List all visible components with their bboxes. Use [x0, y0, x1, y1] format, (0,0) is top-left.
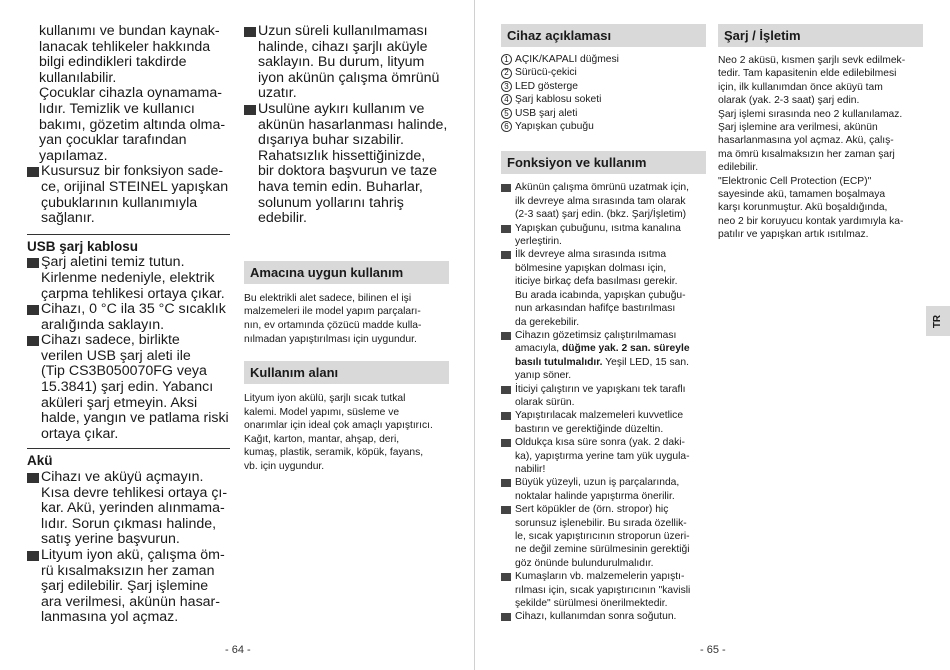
text-line: çubuklarının kullanımıyla: [41, 194, 198, 211]
text-line: edebilir.: [258, 210, 307, 227]
text-line: bilgi edindikleri takdirde: [39, 54, 187, 71]
text-line: bir doktora başvurun ve taze: [258, 163, 438, 180]
circled-number: 3: [501, 81, 512, 92]
text-line: [515, 342, 690, 355]
bullet-steinel: [27, 164, 230, 226]
section-rule: [27, 448, 230, 449]
cihaz-item-label: Yapışkan çubuğu: [515, 121, 594, 133]
text-line: ne değil zemine sürülmesinin gerektiği: [515, 544, 690, 556]
cihaz-item-label: AÇIK/KAPALI düğmesi: [515, 54, 619, 65]
bullet-square-icon: [501, 184, 511, 192]
text-line: Yapışkan çubuğunu, ısıtma kanalına: [515, 222, 681, 234]
bullet-usb-charger: [27, 333, 230, 442]
text-line: 15.3841) şarj edin. Yabancı: [41, 379, 214, 396]
text-span: amacıyla,: [515, 343, 562, 355]
text-line: [515, 356, 690, 369]
text-line: nun arkasından hafifçe bastırılması: [515, 303, 676, 315]
bullet-square-icon: [501, 412, 511, 420]
bullet-usb-clean: [27, 255, 230, 302]
text-line: aküleri şarj etmeyin. Aksi: [41, 394, 198, 411]
text-line: le, sıcak yapıştırıcının stroporun üzeri-: [515, 531, 690, 542]
text-line: bölmesine yapışkan dolması için,: [515, 262, 667, 274]
right-page-column-4: [718, 24, 923, 242]
text-line: onarımlar için ideal çok amaçlı yapıştırıcı.: [244, 420, 433, 432]
aku-heading: Akü: [27, 453, 53, 469]
text-line: sayesinde akü, tamamen boşalmaya: [718, 189, 886, 201]
cihaz-heading: Cihaz açıklaması: [501, 24, 706, 47]
left-page-column-2: [244, 24, 449, 474]
text-line: Cihazı, kullanımdan sonra soğutun.: [515, 611, 677, 623]
text-line: aralığında saklayın.: [41, 316, 165, 333]
bullet-usb-temperature: [27, 302, 230, 333]
text-line: "Elektronic Cell Protection (ECP)": [718, 175, 872, 187]
fonk-bullet: [501, 248, 706, 328]
bullet-square-icon: [501, 506, 511, 514]
text-line: akünün hasarlanması halinde,: [258, 116, 448, 133]
cihaz-list: [501, 53, 706, 133]
text-line: neo 2 bir koruyucu kontak yardımıyla ka-: [718, 215, 904, 227]
sarj-paragraph: [718, 54, 923, 242]
fonk-bullet: [501, 570, 706, 610]
text-line: hava temin edin. Buharlar,: [258, 178, 423, 195]
bullet-square-icon: [501, 439, 511, 447]
alan-heading: Kullanım alanı: [244, 361, 449, 384]
cihaz-item-label: LED gösterge: [515, 80, 578, 92]
text-line: nın, ev ortamında çözücü madde kulla-: [244, 319, 422, 331]
bullet-square-icon: [501, 479, 511, 487]
text-line: lıdır. Temizlik ve kullanıcı: [39, 100, 195, 117]
fonk-bullet: [501, 329, 706, 383]
right-page-column-3: [501, 24, 706, 624]
cihaz-item-label: Sürücü-çekici: [515, 67, 577, 79]
text-line: için, ilk kullanımdan önce aküyü tam: [718, 81, 883, 93]
text-line: noktalar halinde yapıştırma önerilir.: [515, 490, 675, 502]
page-divider: [474, 0, 475, 670]
text-line: Rahatsızlık hissettiğinizde,: [258, 147, 426, 164]
fonk-bullet: [501, 409, 706, 436]
text-line: Cihazı, 0 °C ila 35 °C sıcaklık: [41, 301, 226, 318]
bold-text: basılı tutulmalıdır.: [515, 356, 603, 368]
text-line: kalemi. Model yapımı, süsleme ve: [244, 406, 400, 418]
text-line: lanmasına yol açmaz.: [41, 609, 179, 626]
text-line: iticiye birkaç defa basılması gerekir.: [515, 276, 678, 288]
cihaz-item-label: Şarj kablosu soketi: [515, 94, 602, 106]
text-line: verilen USB şarj aleti ile: [41, 347, 191, 364]
text-line: Şarj işlemine ara verilmesi, akünün: [718, 122, 878, 134]
language-tab-label: TR: [932, 314, 944, 328]
text-line: Büyük yüzeyli, uzun iş parçalarında,: [515, 477, 680, 489]
text-line: olarak (yak. 2-3 saat) şarj edin.: [718, 95, 860, 107]
bullet-square-icon: [501, 613, 511, 621]
text-line: rü kısalmaksızın her zaman: [41, 562, 215, 579]
bullet-square-icon: [27, 305, 39, 315]
text-line: Lityum iyon akü, çalışma öm-: [41, 547, 225, 563]
text-line: malzemeleri ile model yapım parçaları-: [244, 306, 421, 318]
text-line: halinde, cihazı şarjlı aküyle: [258, 38, 428, 55]
text-line: saklayın. Bu durum, lityum: [258, 54, 425, 71]
text-line: ce, orijinal STEINEL yapışkan: [41, 178, 229, 195]
bullet-square-icon: [27, 167, 39, 177]
text-line: uzatır.: [258, 85, 297, 102]
text-line: rılması için, sıcak yapıştırıcının "kavisli: [515, 584, 691, 596]
text-line: kar. Akü, yerinden alınmama-: [41, 500, 225, 517]
text-line: edilebilir.: [718, 162, 759, 174]
bullet-square-icon: [27, 473, 39, 483]
bullet-square-icon: [501, 225, 511, 233]
text-line: Yapıştırılacak malzemeleri kuvvetlice: [515, 410, 684, 422]
text-line: Şarj aletini temiz tutun.: [41, 254, 185, 271]
text-line: satış yerine başvurun.: [41, 531, 180, 548]
circled-number: 2: [501, 68, 512, 79]
fonk-bullet: [501, 181, 706, 221]
usb-heading: USB şarj kablosu: [27, 238, 139, 254]
bullet-square-icon: [244, 105, 256, 115]
text-line: nılmadan yapıştırılması için uygundur.: [244, 333, 417, 345]
text-line: Neo 2 aküsü, kısmen şarjlı sevk edilmek-: [718, 55, 906, 66]
text-line: Sert köpükler de (örn. stropor) hiç: [515, 504, 669, 516]
cihaz-item: [501, 93, 706, 106]
text-span: Yeşil LED, 15 san.: [602, 356, 689, 368]
bullet-square-icon: [501, 573, 511, 581]
text-line: sağlanır.: [41, 210, 95, 227]
text-line: kullanımı ve bundan kaynak-: [39, 23, 220, 39]
text-line: olarak sürün.: [515, 396, 575, 408]
fonk-bullet: [501, 476, 706, 503]
text-line: Oldukça kısa süre sonra (yak. 2 daki-: [515, 437, 685, 449]
fonk-bullet: [501, 383, 706, 410]
text-line: nabilir!: [515, 463, 546, 475]
cihaz-item: [501, 66, 706, 79]
page-number-left: - 64 -: [225, 644, 251, 656]
fonk-bullet: [501, 436, 706, 476]
bullet-square-icon: [501, 386, 511, 394]
fonk-bullet: [501, 222, 706, 249]
bullet-square-icon: [27, 336, 39, 346]
text-line: İticiyi çalıştırın ve yapışkanı tek taraflı: [515, 383, 686, 395]
fonk-list: [501, 181, 706, 623]
bullet-storage: [244, 24, 449, 102]
text-line: kullanılabilir.: [39, 69, 117, 86]
text-line: kumaş, plastik, seramik, köpük, fayans,: [244, 447, 424, 459]
text-line: yapılamaz.: [39, 147, 108, 164]
cihaz-item: [501, 53, 706, 66]
text-line: vb. için uygundur.: [244, 461, 325, 473]
text-line: yerleştirin.: [515, 236, 562, 248]
text-line: Kirlenme nedeniyle, elektrik: [41, 269, 215, 286]
text-line: (2-3 saat) şarj edin. (bkz. Şarj/İşletim): [515, 209, 687, 221]
text-line: ka), yapıştırma yerine tam yük uygula-: [515, 450, 690, 462]
text-line: halde, yangın ve patlama riski: [41, 410, 229, 427]
text-line: Cihazın gözetimsiz çalıştırılmaması: [515, 329, 677, 341]
amac-paragraph: [244, 292, 449, 346]
cihaz-item: [501, 107, 706, 120]
bullet-square-icon: [501, 332, 511, 340]
text-line: hasarlanmasına yol açmaz. Akü, çalış-: [718, 135, 894, 147]
alan-paragraph: [244, 392, 449, 474]
text-line: Cihazı sadece, birlikte: [41, 332, 180, 349]
text-line: bastırın ve gerektiğinde düzeltin.: [515, 423, 664, 435]
text-line: Şarj işlemi sırasında neo 2 kullanılamaz.: [718, 108, 903, 120]
text-line: yanıp söner.: [515, 370, 572, 382]
circled-number: 5: [501, 108, 512, 119]
intro-paragraph: [27, 24, 230, 164]
bold-text: düğme yak. 2 san. süreyle: [561, 343, 690, 355]
text-line: karşı korunmuştur. Akü boşaldığında,: [718, 202, 888, 214]
text-line: ortaya çıkar.: [41, 425, 119, 442]
text-line: ma ömrü kısalmaksızın her zaman şarj: [718, 148, 895, 160]
sarj-heading: Şarj / İşletim: [718, 24, 923, 47]
text-line: yan çocuklar tarafından: [39, 132, 187, 149]
text-line: lanacak tehlikeler hakkında: [39, 38, 211, 55]
text-line: (Tip CS3B050070FG veya: [41, 363, 207, 380]
text-line: Bu elektrikli alet sadece, bilinen el işi: [244, 292, 412, 304]
text-line: Çocuklar cihazla oynamama-: [39, 85, 222, 102]
bullet-square-icon: [244, 27, 256, 37]
bullet-vapour: [244, 102, 449, 227]
text-line: Kağıt, karton, mantar, ahşap, deri,: [244, 433, 400, 445]
text-line: Uzun süreli kullanılmaması: [258, 23, 428, 39]
text-line: ara verilmesi, akünün hasar-: [41, 593, 220, 610]
bullet-square-icon: [27, 258, 39, 268]
text-line: Kusursuz bir fonksiyon sade-: [41, 163, 224, 180]
amac-heading: Amacına uygun kullanım: [244, 261, 449, 284]
bullet-square-icon: [501, 251, 511, 259]
text-line: patılır ve yapışkan artık ısıtılmaz.: [718, 229, 869, 241]
fonk-bullet: [501, 503, 706, 570]
page-number-right: - 65 -: [700, 644, 726, 656]
text-line: dışarıya buhar sızabilir.: [258, 132, 404, 149]
bullet-square-icon: [27, 551, 39, 561]
text-line: Akünün çalışma ömrünü uzatmak için,: [515, 182, 689, 194]
text-line: çarpma tehlikesi ortaya çıkar.: [41, 285, 225, 302]
text-line: Cihazı ve aküyü açmayın.: [41, 469, 204, 486]
text-line: bakımı, gözetim altında olma-: [39, 116, 226, 133]
text-line: Kumaşların vb. malzemelerin yapıştı-: [515, 571, 685, 583]
text-line: şarj edilebilir. Şarj işlemine: [41, 578, 209, 595]
fonk-bullet: [501, 610, 706, 623]
text-line: Bu arada icabında, yapışkan çubuğu-: [515, 289, 686, 301]
bullet-aku-lithium: [27, 548, 230, 626]
circled-number: 1: [501, 54, 512, 65]
circled-number: 6: [501, 121, 512, 132]
text-line: Usulüne aykırı kullanım ve: [258, 100, 425, 117]
circled-number: 4: [501, 94, 512, 105]
text-line: tedir. Tam kapasitenin elde edilebilmesi: [718, 68, 897, 80]
text-line: Kısa devre tehlikesi ortaya çı-: [41, 484, 228, 501]
section-rule: [27, 234, 230, 235]
text-line: İlk devreye alma sırasında ısıtma: [515, 249, 667, 261]
bullet-aku-open: [27, 470, 230, 548]
cihaz-item: [501, 80, 706, 93]
text-line: lıdır. Sorun çıkması halinde,: [41, 515, 217, 532]
text-line: iyon akünün çalışma ömrünü: [258, 69, 440, 86]
language-tab: [926, 306, 950, 336]
cihaz-item-label: USB şarj aleti: [515, 107, 578, 119]
left-page-column-1: [27, 24, 230, 626]
text-line: sorunsuz işlenebilir. Bu sırada özellik-: [515, 517, 687, 529]
text-line: solunum yollarını tahriş: [258, 194, 404, 211]
text-line: Lityum iyon akülü, şarjlı sıcak tutkal: [244, 393, 406, 405]
cihaz-item: [501, 120, 706, 133]
text-line: şekilde" sürülmesi önerilmektedir.: [515, 598, 668, 610]
text-line: da gerekebilir.: [515, 316, 580, 328]
text-line: ilk devreye alma sırasında tam olarak: [515, 195, 686, 207]
text-line: göz önünde bulundurulmalıdır.: [515, 557, 654, 569]
fonk-heading: Fonksiyon ve kullanım: [501, 151, 706, 174]
